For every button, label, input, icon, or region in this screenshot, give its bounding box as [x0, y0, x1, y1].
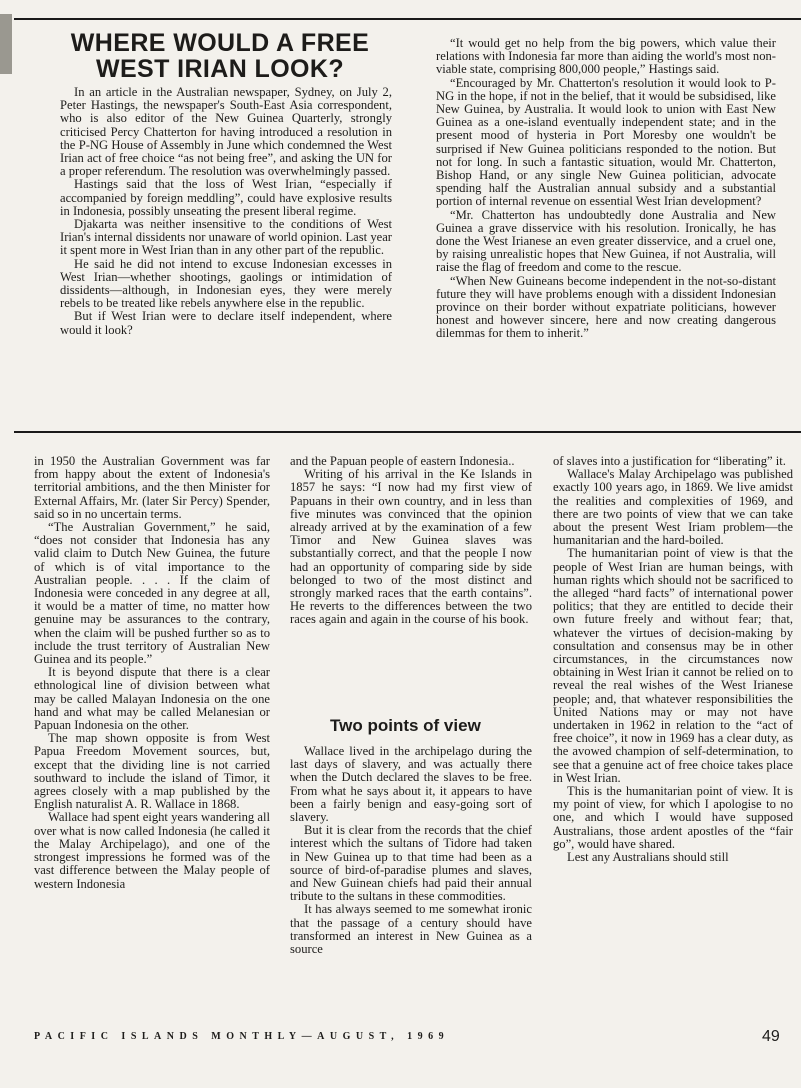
- paragraph: But it is clear from the records that the chief interest which the sultans of Tidore had taken in New Guinea up to that time had been as a source of bird-of-paradise plumes and slaves, and New Guinean chiefs had paid their annual tribute to the sultans in these commodities.: [290, 823, 532, 904]
- paragraph: “When New Guineans become independent in the not-so-distant future they will have problems enough with a dissident Indonesian province on their border without expatriate politicians, however honest and however sincere, here and now creating dangerous dilemmas for them to inherit.”: [436, 273, 776, 341]
- column-3: [553, 455, 793, 864]
- paragraph: of slaves into a justification for “liberating” it.: [553, 454, 786, 468]
- page-edge-mark: [0, 14, 12, 74]
- paragraph: In an article in the Australian newspaper, Sydney, on July 2, Peter Hastings, the newspaper's South-East Asia correspondent, who is also editor of the New Guinea Quarterly, strongly criticised Percy Chatterton for having introduced a resolution in the P-NG House of Assembly in June which condemned the West Irian act of free choice “as not being free”, and asking the UN for a proper referendum. The resolution was overwhelmingly passed.: [60, 85, 392, 179]
- paragraph: Djakarta was neither insensitive to the conditions of West Irian's internal dissidents nor unaware of world opinion. Last year it spent more in West Irian than in any other part of the republic.: [60, 217, 392, 258]
- paragraph: “It would get no help from the big powers, which value their relations with Indonesia far more than aiding the world's most non-viable state, comprising 800,000 people,” Hastings said.: [436, 36, 776, 77]
- paragraph: Wallace had spent eight years wandering all over what is now called Indonesia (he called it the Malay Archipelago), and one of the strongest impressions he formed was of the vast difference between the Malay people of western Indonesia: [34, 810, 270, 891]
- paragraph: The humanitarian point of view is that the people of West Irian are human beings, with human rights which should not be sacrificed to the alleged “hard facts” of international power politics; that they are entitled to decide their own future freely and without fear; that, whatever the virtues of decision-making by consultation and consensus may be in other circumstances, in the circumstances now obtaining in West Irian it cannot be relied on to reveal the real wishes of the West Irianese people; and, that whatever responsibilities the United Nations may or may not have undertaken in 1962 in relation to the “act of free choice”, it now in 1969 has a clear duty, as the avowed champion of self-determination, to see that a genuine act of free choice takes place in West Irian.: [553, 546, 793, 785]
- paragraph: But if West Irian were to declare itself independent, where would it look?: [60, 309, 392, 337]
- paragraph: and the Papuan people of eastern Indonesia..: [290, 454, 515, 468]
- page-number: 49: [762, 1028, 780, 1045]
- paragraph: in 1950 the Australian Government was far from happy about the extent of Indonesia's territorial ambitions, and the then Minister for External Affairs, Mr. (later Sir Percy) Spender, said so in no uncertain terms.: [34, 454, 270, 521]
- paragraph: Wallace's Malay Archipelago was published exactly 100 years ago, in 1869. We live amidst the realities and complexities of 1969, and there are two points of view that we can take about the present West Iriam problem—the humanitarian and the hard-boiled.: [553, 467, 793, 548]
- subheading: Two points of view: [330, 716, 481, 735]
- paragraph: Wallace lived in the archipelago during the last days of slavery, and was actually there when the Dutch declared the slaves to be free. From what he says about it, it appears to have been a fairly benign and easy-going sort of slavery.: [290, 744, 532, 825]
- paragraph: Lest any Australians should still: [567, 850, 729, 865]
- column-2-top: [290, 455, 532, 627]
- paragraph: “Mr. Chatterton has undoubtedly done Australia and New Guinea a grave disservice with his resolution. Ironically, he has done the West Irianese an even greater disservice, and a cruel one, by raising unrealistic hopes that New Guinea, if not Australia, will raise the flag of freedom and come to the rescue.: [436, 207, 776, 275]
- paragraph: Hastings said that the loss of West Irian, “especially if accompanied by foreign meddling”, could have explosive results in Indonesia, possibly unseating the present liberal regime.: [60, 177, 392, 218]
- paragraph: Writing of his arrival in the Ke Islands in 1857 he says: “I now had my first view of Papuans in their own country, and in less than five minutes was convinced that the opinion already arrived at by the examination of a few Timor and New Guinea slaves was substantially correct, and that the people I now had an opportunity of comparing side by side belonged to two of the most distinct and strongly marked races that the earth contains”. He reverts to the differences between the two races again and again in the course of his book.: [290, 467, 532, 627]
- running-footer: PACIFIC ISLANDS MONTHLY—AUGUST, 1969: [34, 1031, 450, 1042]
- paragraph: “The Australian Government,” he said, “does not consider that Indonesia has any valid claim to Dutch New Guinea, the future of which is of vital importance to the Australian people. . . . If the claim of Indonesia were conceded in any degree at all, it would be a matter of time, no matter how genuine may be assurances to the contrary, when the claim will be pushed further so as to include the trust territory of Australian New Guinea and its people.”: [34, 520, 270, 667]
- paragraph: It is beyond dispute that there is a clear ethnological line of division between what may be called Malayan Indonesia on the one hand and what may be called Melanesian or Papuan Indonesia on the other.: [34, 665, 270, 733]
- top-rule: [14, 18, 801, 20]
- paragraph: This is the humanitarian point of view. It is my point of view, for which I apologise to no one, and which I would have supposed Australians, those ardent apostles of the “fair go”, would have shared.: [553, 784, 793, 851]
- paragraph: “Encouraged by Mr. Chatterton's resolution it would look to P-NG in the hope, if not in the belief, that it would be subsidised, like New Guinea, by Australia. It would look to union with East New Guinea as a one-island eventually independent state; and in the present mood of hysteria in Port Moresby one wouldn't be surprised if New Guinea politicians responded to the notion. But not for long. In such a fantastic situation, would Mr. Chatterton, Bishop Hand, or any single New Guinea politician, advocate spending half the Australian annual subsidy and a substantial portion of internal revenue on essential West Irian development?: [436, 75, 776, 209]
- paragraph: It has always seemed to me somewhat ironic that the passage of a century should have transformed an interest in New Guinea as a source: [290, 902, 532, 957]
- box-bottom-rule: [14, 431, 801, 433]
- column-2-bottom: [290, 745, 532, 956]
- top-right-article: [436, 37, 776, 341]
- top-left-article: [60, 86, 392, 337]
- paragraph: The map shown opposite is from West Papua Freedom Movement sources, but, except that the dividing line is not carried southward to include the island of Timor, it agrees closely with a map published by the English naturalist A. R. Wallace in 1868.: [34, 731, 270, 812]
- headline: WHERE WOULD A FREE WEST IRIAN LOOK?: [70, 29, 370, 83]
- column-1: [34, 455, 270, 891]
- paragraph: He said he did not intend to excuse Indonesian excesses in West Irian—whether shootings, gaolings or intimidation of dissidents—although, in Indonesian eyes, they were merely rebels to be treated like rebels anywhere else in the republic.: [60, 256, 392, 311]
